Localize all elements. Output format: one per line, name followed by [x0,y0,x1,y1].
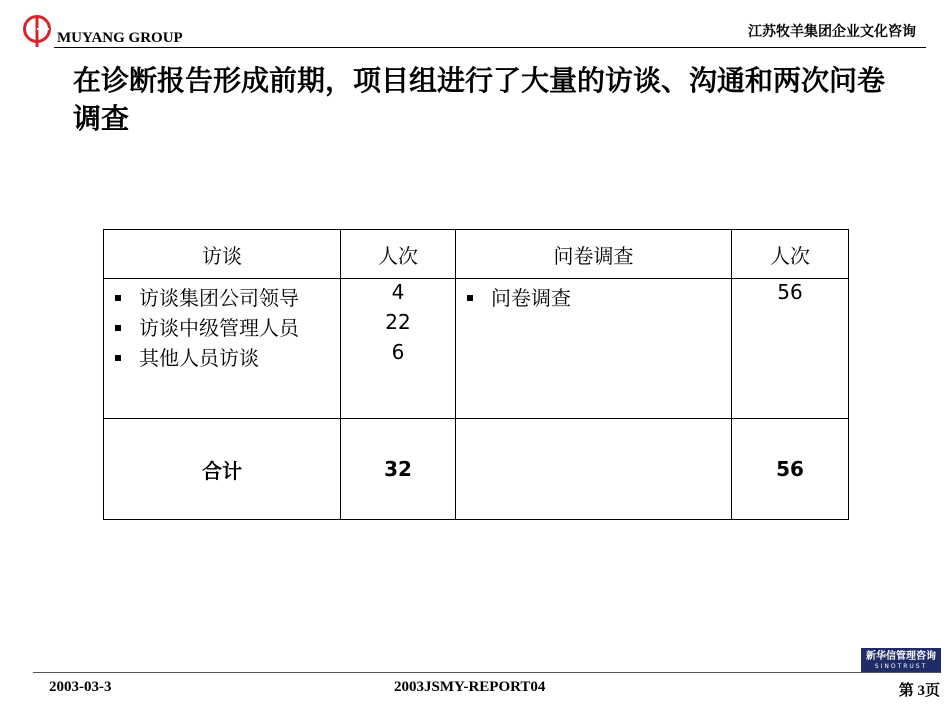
sinotrust-cn: 新华信管理咨询 [866,651,936,662]
survey-total: 56 [732,419,849,520]
interview-count-cell [341,279,456,419]
count-value: 6 [391,340,405,364]
footer-page-number: 第 3页 [898,683,940,699]
table-header-row [104,230,849,279]
total-label: 合计 [104,419,341,520]
interview-list-cell [104,279,341,419]
count-value: 56 [777,280,803,304]
footer-divider [33,672,940,673]
sinotrust-en: SINOTRUST [874,663,928,670]
sinotrust-logo [861,648,941,673]
muyang-logo-icon [22,14,54,48]
header-project-title: 江苏牧羊集团企业文化咨询 [748,24,916,40]
footer-report-code: 2003JSMY-REPORT04 [394,679,546,695]
list-item: 访谈集团公司领导 [112,285,340,315]
table-row [104,279,849,419]
table-total-row [104,419,849,520]
company-name: MUYANG GROUP [57,30,183,46]
list-item: 其他人员访谈 [112,345,340,375]
survey-list-cell [456,279,732,419]
count-value: 22 [385,310,411,334]
list-item: 访谈中级管理人员 [112,315,340,345]
header-divider [54,47,926,48]
header-interviews: 访谈 [104,230,341,279]
header-survey-count: 人次 [732,230,849,279]
interview-survey-table [103,229,849,520]
footer-date: 2003-03-3 [49,679,112,695]
empty-cell [456,419,732,520]
count-value: 4 [391,280,405,304]
slide-title: 在诊断报告形成前期，项目组进行了大量的访谈、沟通和两次问卷调查 [73,64,886,135]
header-interview-count: 人次 [341,230,456,279]
list-item: 问卷调查 [464,285,731,315]
interview-total: 32 [341,419,456,520]
survey-count-cell [732,279,849,419]
header-survey: 问卷调查 [456,230,732,279]
